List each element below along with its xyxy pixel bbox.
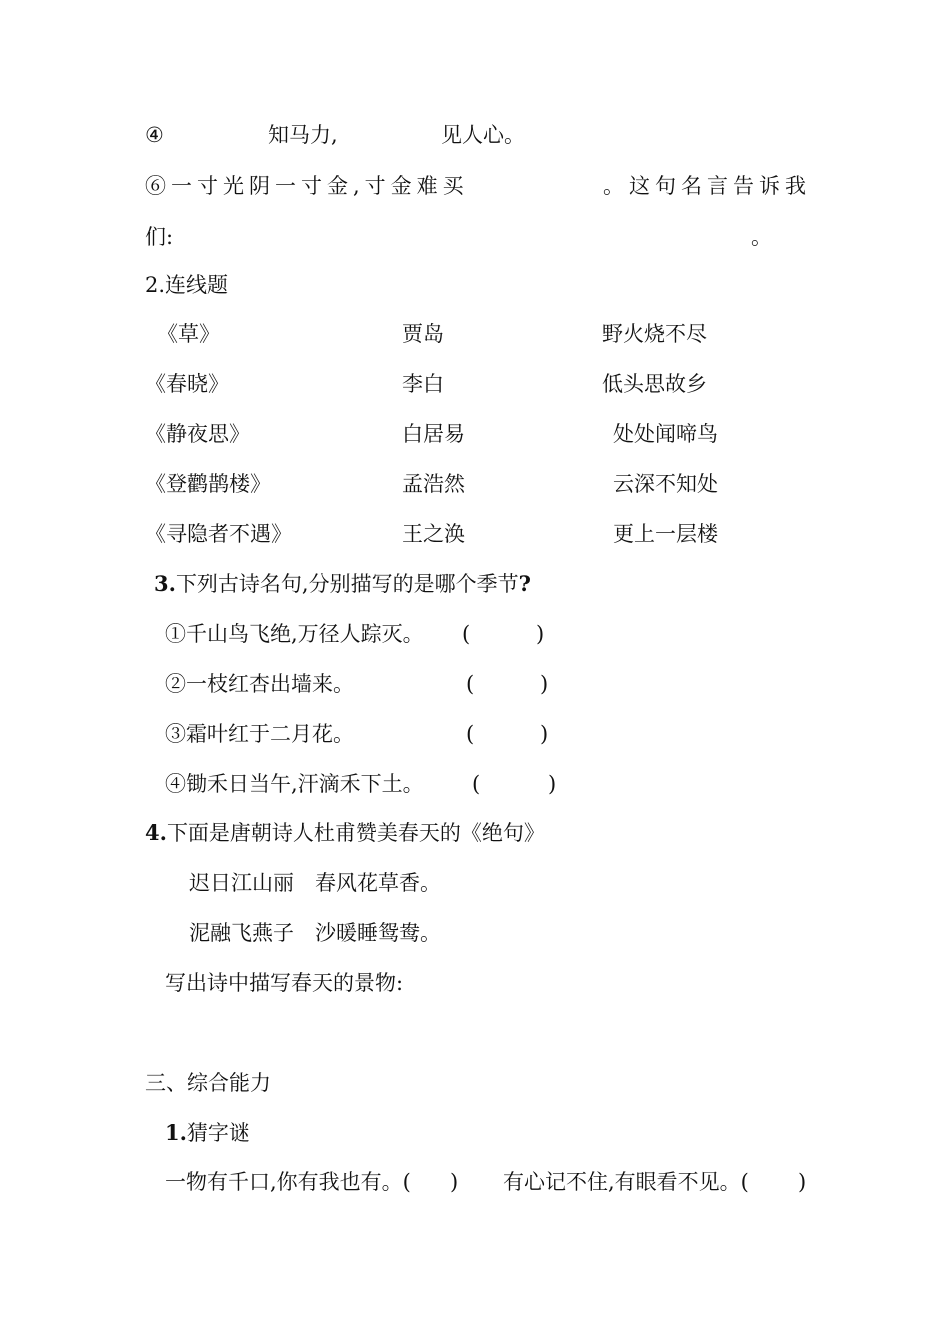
q2-poet: 王之涣 <box>402 522 465 546</box>
q1-item4-part1: 知马力, <box>268 123 338 147</box>
q3-title-text: 下列古诗名句,分别描写的是哪个季节 <box>175 572 519 596</box>
q2-title: 2.连线题 <box>145 273 229 297</box>
q2-verse: 野火烧不尽 <box>602 322 707 346</box>
q4-title <box>145 819 545 847</box>
q2-poet: 孟浩然 <box>402 472 465 496</box>
q2-verse: 处处闻啼鸟 <box>613 422 718 446</box>
q3-answer-paren-close: ) <box>540 722 549 746</box>
q2-poem-title: 《春晓》 <box>145 372 229 396</box>
q3-answer-paren-open: ( <box>462 622 471 646</box>
q3-answer-paren-close: ) <box>536 622 545 646</box>
q4-poem-line: 泥融飞燕子 沙暖睡鸳鸯。 <box>189 921 441 945</box>
q2-poem-title: 《静夜思》 <box>145 422 250 446</box>
q3-item: ②一枝红杏出墙来。 <box>165 672 354 696</box>
s3-q1-title <box>165 1119 250 1147</box>
q4-number: 4. <box>145 820 167 845</box>
q2-verse: 更上一层楼 <box>613 522 718 546</box>
s3-q1-number: 1. <box>165 1120 187 1145</box>
q1-item6-line2-end: 。 <box>751 225 772 249</box>
q1-item4-number: ④ <box>145 123 164 147</box>
q3-answer-paren-open: ( <box>466 672 475 696</box>
q4-title-text: 下面是唐朝诗人杜甫赞美春天的《绝句》 <box>166 821 545 845</box>
q3-item: ④锄禾日当午,汗滴禾下土。 <box>165 772 424 796</box>
s3-q1-title-text: 猜字谜 <box>186 1121 250 1145</box>
q2-poem-title: 《登鹳鹊楼》 <box>145 472 271 496</box>
q2-poet: 贾岛 <box>402 322 444 346</box>
q1-item6-text: ⑥一寸光阴一寸金,寸金难买 <box>145 174 469 198</box>
q2-poem-title: 《草》 <box>157 322 220 346</box>
q1-item6-line2-start: 们: <box>145 225 174 249</box>
riddle-1-paren-close: ) <box>450 1170 459 1194</box>
q3-item: ③霜叶红于二月花。 <box>165 722 354 746</box>
q1-item4-part2: 见人心。 <box>441 123 525 147</box>
riddle-1: 一物有千口,你有我也有。( <box>165 1170 411 1194</box>
q4-poem-line: 迟日江山丽 春风花草香。 <box>189 871 441 895</box>
section3-heading: 三、综合能力 <box>145 1071 271 1095</box>
q2-poet: 白居易 <box>402 422 465 446</box>
q3-title <box>154 570 531 598</box>
q3-number: 3. <box>154 571 176 596</box>
q4-prompt: 写出诗中描写春天的景物: <box>165 971 404 995</box>
q3-answer-paren-close: ) <box>540 672 549 696</box>
q3-answer-paren-open: ( <box>466 722 475 746</box>
q3-answer-paren-open: ( <box>472 772 481 796</box>
q2-poet: 李白 <box>402 372 444 396</box>
q3-question-mark: ? <box>518 571 531 596</box>
riddle-2: 有心记不住,有眼看不见。( <box>503 1170 749 1194</box>
q2-poem-title: 《寻隐者不遇》 <box>145 522 292 546</box>
q1-item6-tail: 。这句名言告诉我 <box>603 174 811 198</box>
q2-verse: 低头思故乡 <box>602 372 707 396</box>
q2-verse: 云深不知处 <box>613 472 718 496</box>
riddle-2-paren-close: ) <box>798 1170 807 1194</box>
q3-answer-paren-close: ) <box>548 772 557 796</box>
q3-item: ①千山鸟飞绝,万径人踪灭。 <box>165 622 424 646</box>
